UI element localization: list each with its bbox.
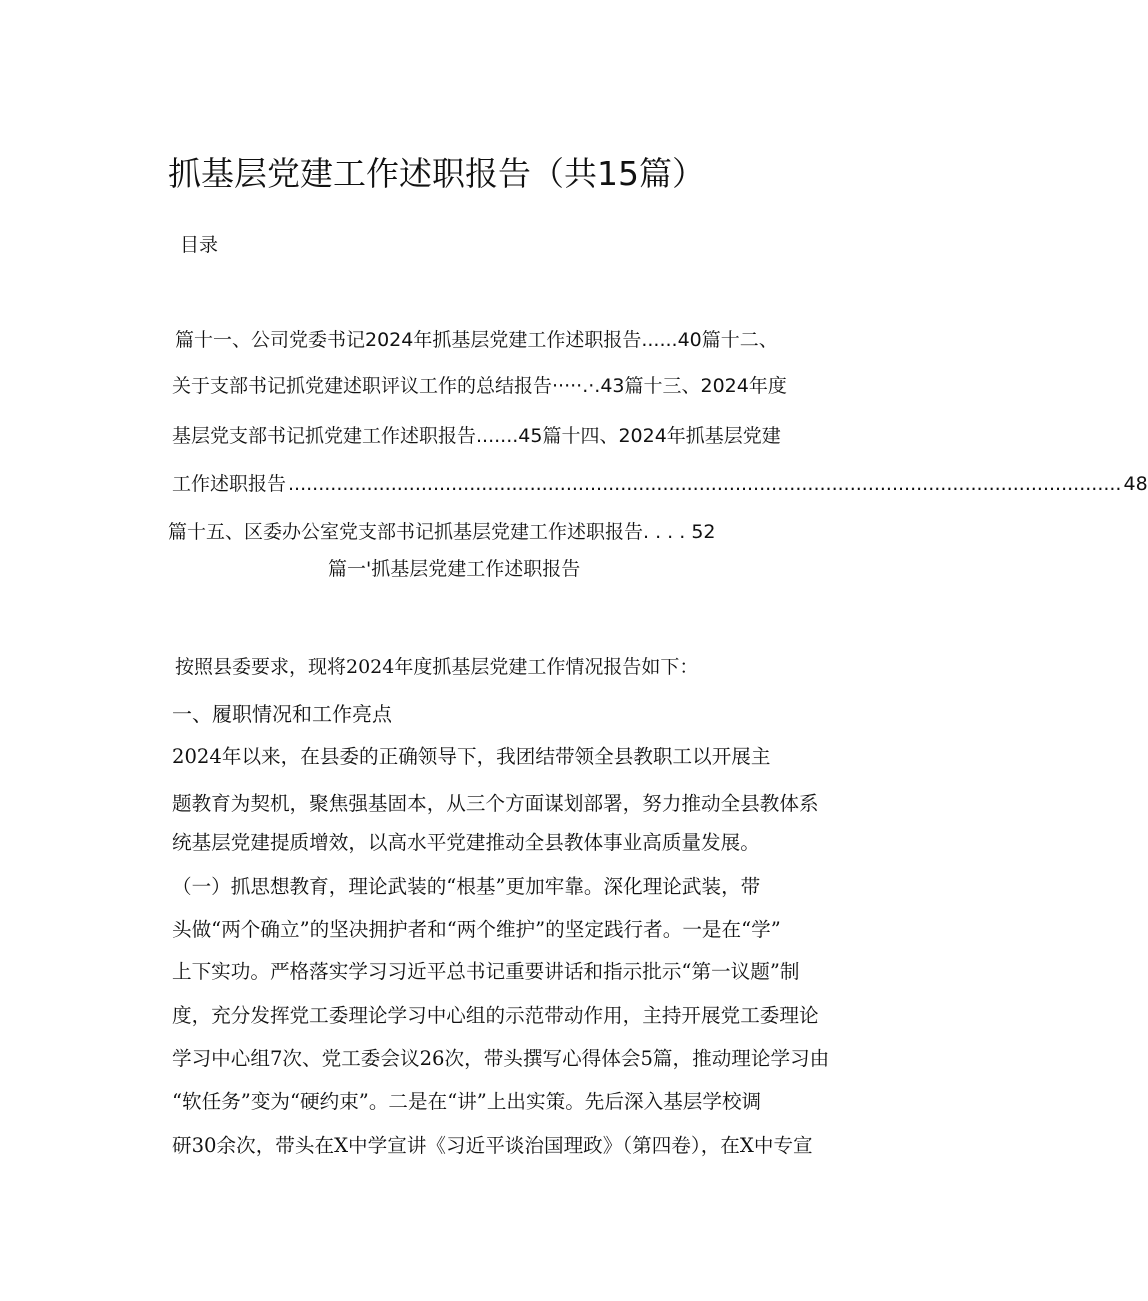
toc-line-4 xyxy=(172,472,1148,496)
document-title: 抓基层党建工作述职报告（共15篇） xyxy=(168,154,705,193)
body-line-8: 学习中心组7次、党工委会议26次，带头撰写心得体会5篇，推动理论学习由 xyxy=(172,1047,830,1070)
toc-line-4-leader: .......................................................................................................................................... xyxy=(288,473,1122,495)
toc-line-3: 基层党支部书记抓党建工作述职报告.......45篇十四、2024年抓基层党建 xyxy=(172,425,781,447)
body-line-10: 研30余次，带头在X中学宣讲《习近平谈治国理政》（第四卷），在X中专宣 xyxy=(172,1134,813,1157)
body-line-7: 度，充分发挥党工委理论学习中心组的示范带动作用，主持开展党工委理论 xyxy=(172,1004,819,1027)
body-line-9: “软任务”变为“硬约束”。二是在“讲”上出实策。先后深入基层学校调 xyxy=(172,1090,762,1113)
toc-line-4-page: 48 xyxy=(1123,473,1148,495)
body-line-1: 2024年以来，在县委的正确领导下，我团结带领全县教职工以开展主 xyxy=(172,745,771,768)
toc-line-5: 篇十五、区委办公室党支部书记抓基层党建工作述职报告. . . . 52 xyxy=(168,521,716,543)
toc-heading: 目录 xyxy=(180,234,219,256)
body-line-6: 上下实功。严格落实学习习近平总书记重要讲话和指示批示“第一议题”制 xyxy=(172,960,800,983)
body-line-3: 统基层党建提质增效，以高水平党建推动全县教体事业高质量发展。 xyxy=(172,831,760,854)
body-line-2: 题教育为契机，聚焦强基固本，从三个方面谋划部署，努力推动全县教体系 xyxy=(172,792,819,815)
body-line-4: （一）抓思想教育，理论武装的“根基”更加牢靠。深化理论武装，带 xyxy=(172,875,761,898)
chapter-heading: 篇一'抓基层党建工作述职报告 xyxy=(328,558,581,580)
section-heading-1: 一、履职情况和工作亮点 xyxy=(172,702,392,726)
toc-line-4-text: 工作述职报告 xyxy=(172,473,287,495)
toc-line-1: 篇十一、公司党委书记2024年抓基层党建工作述职报告......40篇十二、 xyxy=(175,329,778,351)
body-line-5: 头做“两个确立”的坚决拥护者和“两个维护”的坚定践行者。一是在“学” xyxy=(172,918,781,941)
toc-line-2: 关于支部书记抓党建述职评议工作的总结报告·····.·.43篇十三、2024年度 xyxy=(172,375,787,397)
intro-paragraph: 按照县委要求，现将2024年度抓基层党建工作情况报告如下： xyxy=(175,656,699,678)
